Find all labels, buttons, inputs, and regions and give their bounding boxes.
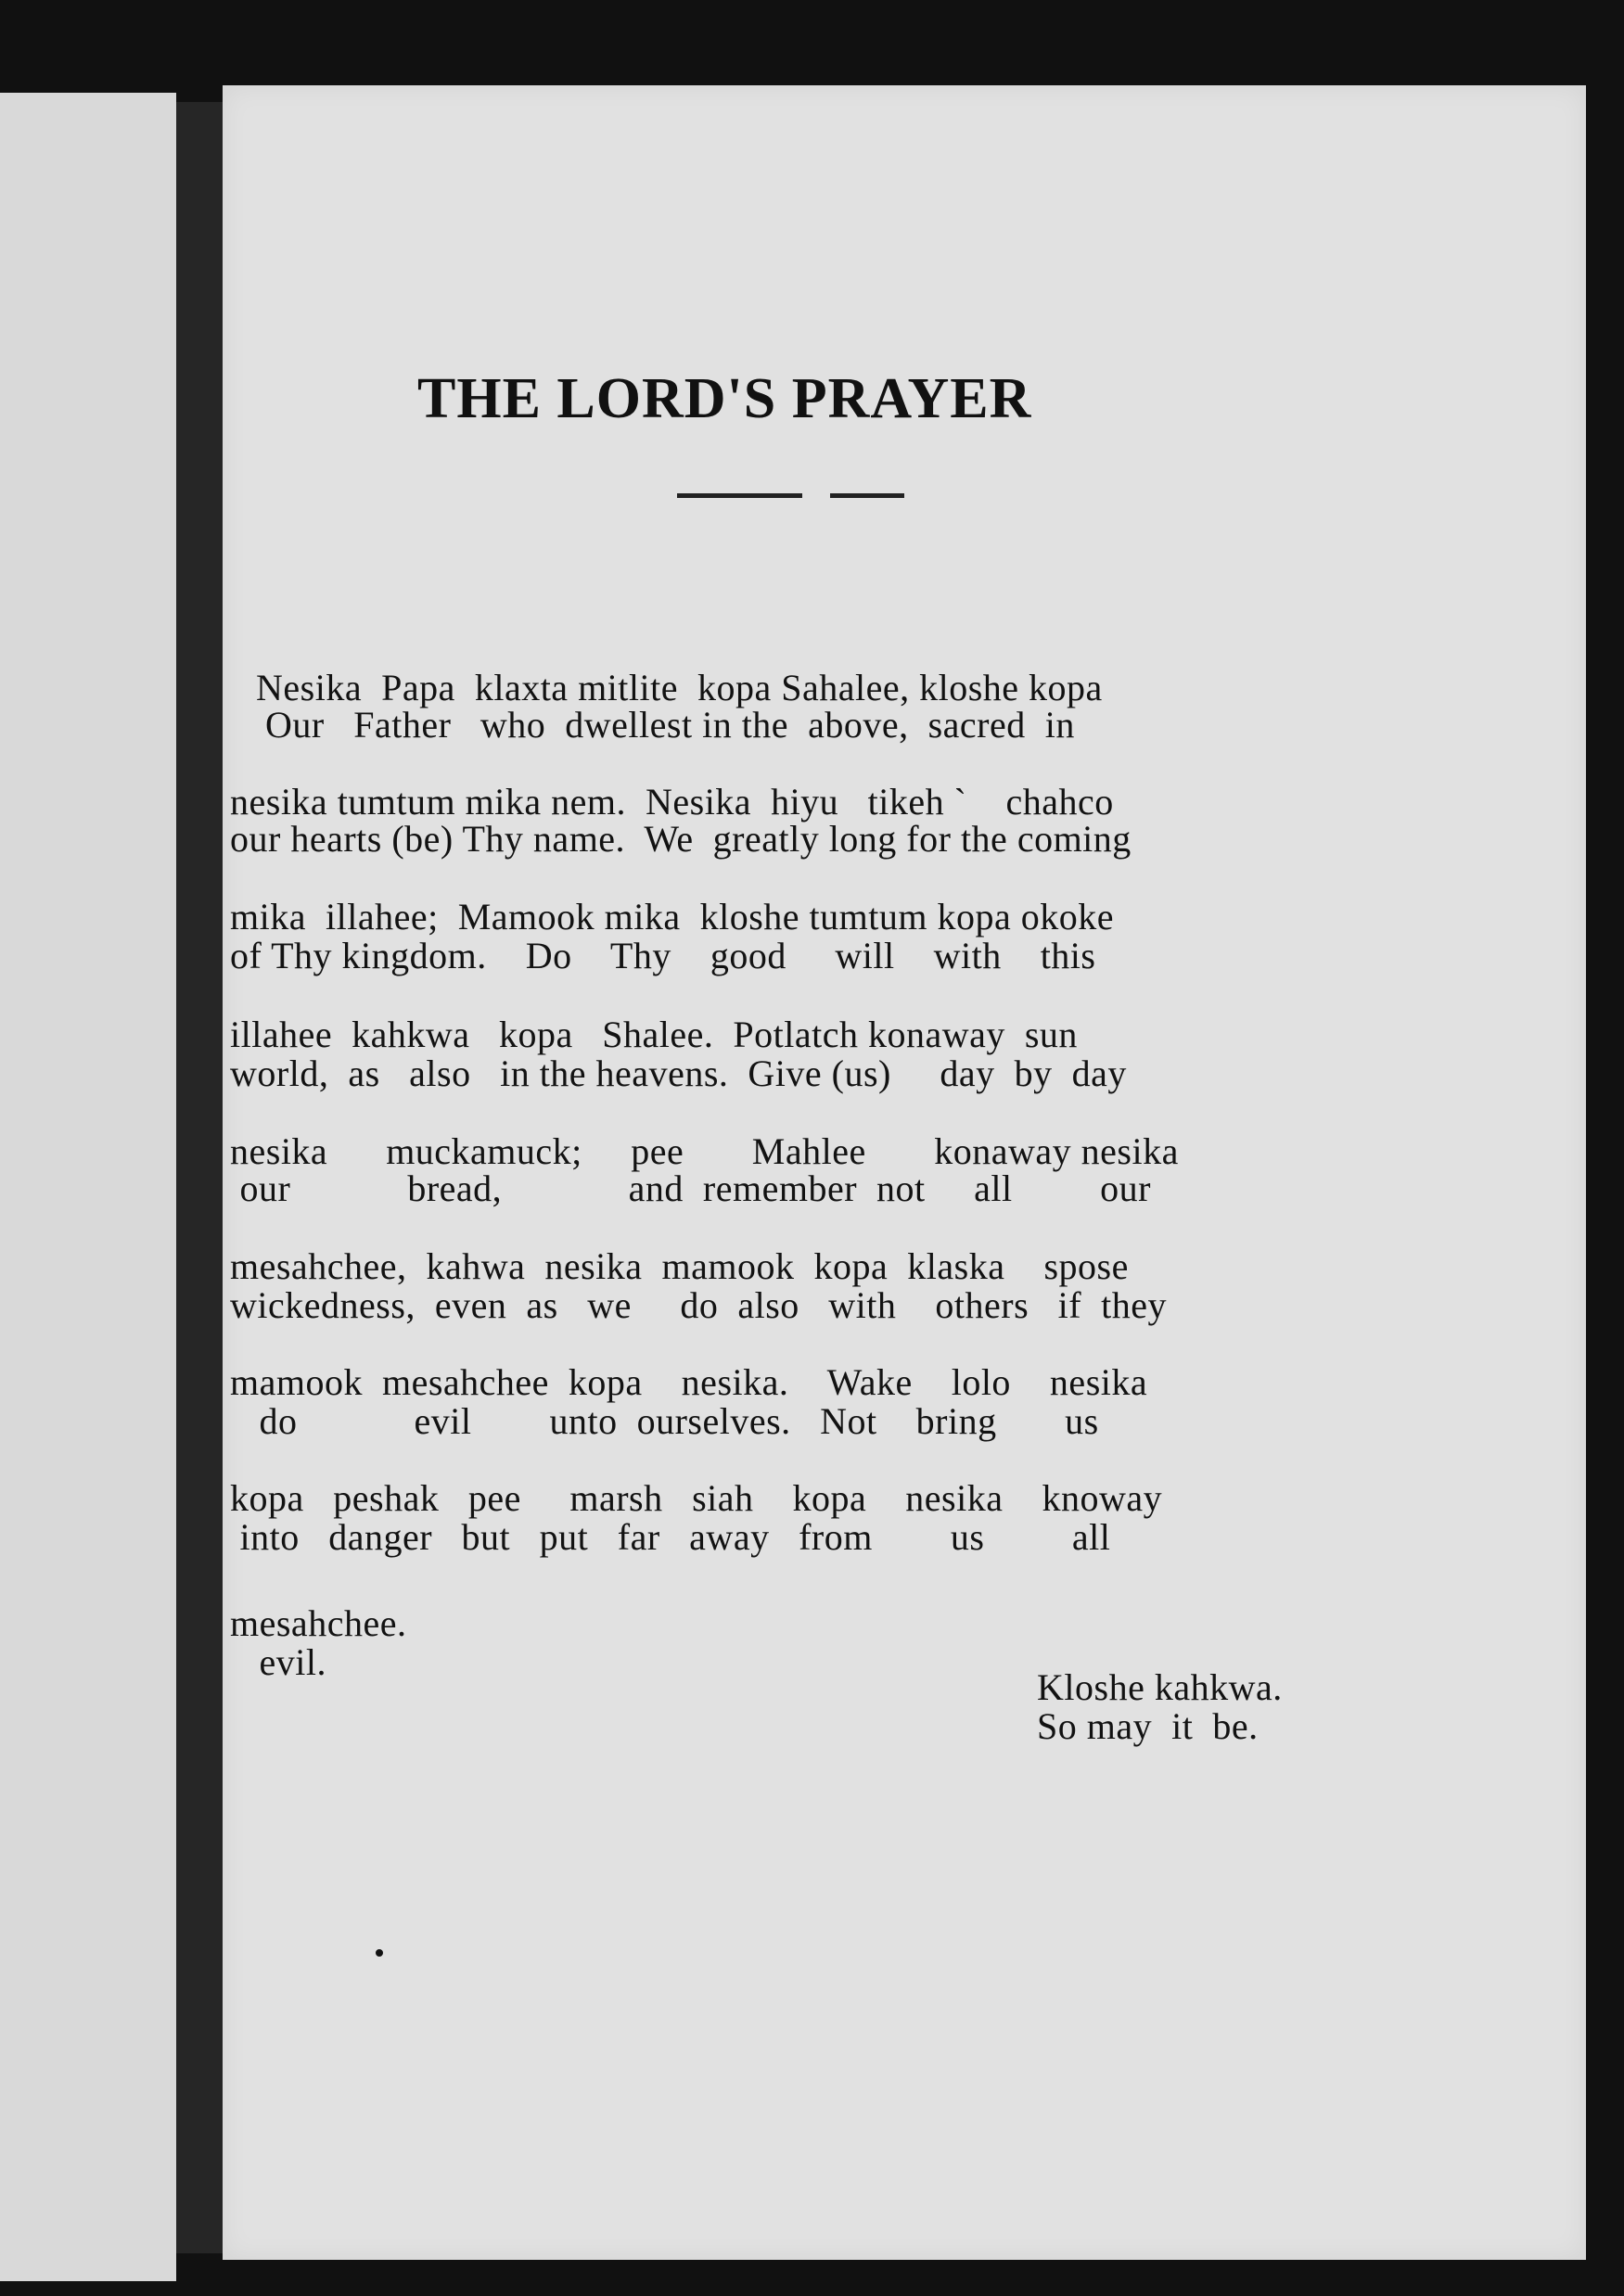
closing-english: So may it be. bbox=[1037, 1705, 1259, 1747]
facing-page bbox=[0, 93, 176, 2281]
english-line: do evil unto ourselves. Not bring us bbox=[230, 1400, 1099, 1442]
chinook-line: mika illahee; Mamook mika kloshe tumtum kopa okoke bbox=[230, 896, 1115, 938]
title-divider bbox=[677, 493, 802, 498]
english-line: evil. bbox=[230, 1641, 326, 1683]
english-line: world, as also in the heavens. Give (us) day by day bbox=[230, 1052, 1127, 1094]
english-line: our hearts (be) Thy name. We greatly long for the coming bbox=[230, 818, 1132, 860]
chinook-line: nesika muckamuck; pee Mahlee konaway nesika bbox=[230, 1130, 1179, 1172]
chinook-line: mesahchee. bbox=[230, 1602, 407, 1644]
prayer-page bbox=[223, 85, 1586, 2260]
english-line: Our Father who dwellest in the above, sacred in bbox=[265, 704, 1075, 746]
chinook-line: mamook mesahchee kopa nesika. Wake lolo nesika bbox=[230, 1361, 1148, 1403]
english-line: of Thy kingdom. Do Thy good will with this bbox=[230, 935, 1096, 976]
page-title: THE LORD'S PRAYER bbox=[417, 367, 1032, 430]
english-line: into danger but put far away from us all bbox=[230, 1516, 1111, 1558]
chinook-line: illahee kahkwa kopa Shalee. Potlatch konaway sun bbox=[230, 1014, 1078, 1055]
ink-speck bbox=[376, 1949, 383, 1957]
chinook-line: Nesika Papa klaxta mitlite kopa Sahalee, kloshe kopa bbox=[256, 667, 1103, 708]
title-divider bbox=[830, 493, 904, 498]
english-line: wickedness, even as we do also with others if they bbox=[230, 1284, 1167, 1326]
chinook-line: mesahchee, kahwa nesika mamook kopa klaska spose bbox=[230, 1245, 1129, 1287]
chinook-line: nesika tumtum mika nem. Nesika hiyu tikeh ` chahco bbox=[230, 781, 1114, 823]
english-line: our bread, and remember not all our bbox=[230, 1167, 1151, 1209]
closing-chinook: Kloshe kahkwa. bbox=[1037, 1666, 1283, 1708]
chinook-line: kopa peshak pee marsh siah kopa nesika knoway bbox=[230, 1477, 1163, 1519]
book-spine bbox=[176, 102, 223, 2253]
